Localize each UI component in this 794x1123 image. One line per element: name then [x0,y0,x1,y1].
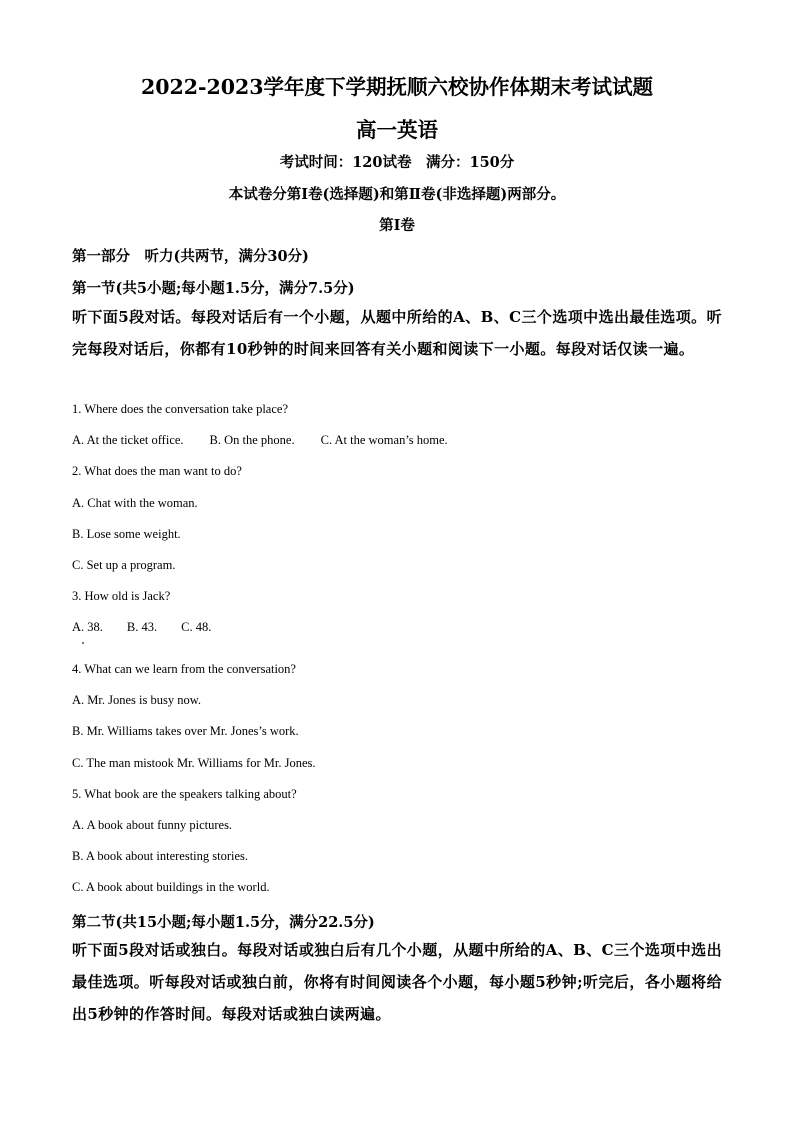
question-3-options [72,620,211,635]
option-4b[interactable]: B. Mr. Williams takes over Mr. Jones’s work. [72,724,299,738]
option-3c[interactable]: C. 48. [181,620,212,634]
question-1: 1. Where does the conversation take place? [72,402,288,416]
exam-title: 2022-2023学年度下学期抚顺六校协作体期末考试试题 [140,75,654,99]
section2-instructions: 听下面5段对话或独白。每段对话或独白后有几个小题，从题中所给的A、B、C三个选项中选出最佳选项。听每段对话或独白前，你将有时间阅读各个小题，每小题5秒钟;听完后，各小题将给出5秒钟的作答时间。每段对话或独白读两遍。 [72,941,722,1023]
option-2b[interactable]: B. Lose some weight. [72,527,181,541]
question-5: 5. What book are the speakers talking about? [72,787,297,801]
option-1a[interactable]: A. At the ticket office. [72,433,184,447]
option-4a[interactable]: A. Mr. Jones is busy now. [72,693,202,707]
section1-instructions: 听下面5段对话。每段对话后有一个小题，从题中所给的A、B、C三个选项中选出最佳选项。听完每段对话后，你都有10秒钟的时间来回答有关小题和阅读下一小题。每段对话仅读一遍。 [72,308,722,358]
option-3a[interactable]: A. 38. [72,620,103,634]
option-2c[interactable]: C. Set up a program. [72,558,176,572]
subject-title: 高一英语 [356,118,438,142]
question-3: 3. How old is Jack? [72,589,171,603]
exam-info: 考试时间：120试卷 满分：150分 [279,154,515,171]
volume-label: 第I卷 [379,217,415,234]
option-3b[interactable]: B. 43. [126,620,158,634]
question-1-options [72,433,448,448]
part1-heading: 第一部分 听力(共两节，满分30分) [72,248,309,265]
section2-heading: 第二节(共15小题;每小题1.5分，满分22.5分) [72,914,375,931]
option-1b[interactable]: B. On the phone. [209,433,295,447]
question-2: 2. What does the man want to do? [72,464,242,478]
option-5b[interactable]: B. A book about interesting stories. [72,849,249,863]
option-5a[interactable]: A. A book about funny pictures. [72,818,233,832]
option-4c[interactable]: C. The man mistook Mr. Williams for Mr. Jones. [72,756,316,770]
paper-composition: 本试卷分第I卷(选择题)和第Ⅱ卷(非选择题)两部分。 [228,186,566,203]
question-4: 4. What can we learn from the conversation? [72,662,296,676]
stray-dot [82,642,84,644]
option-2a[interactable]: A. Chat with the woman. [72,496,198,510]
option-5c[interactable]: C. A book about buildings in the world. [72,880,270,894]
option-1c[interactable]: C. At the woman’s home. [320,433,448,447]
section1-heading: 第一节(共5小题;每小题1.5分，满分7.5分) [72,280,355,297]
